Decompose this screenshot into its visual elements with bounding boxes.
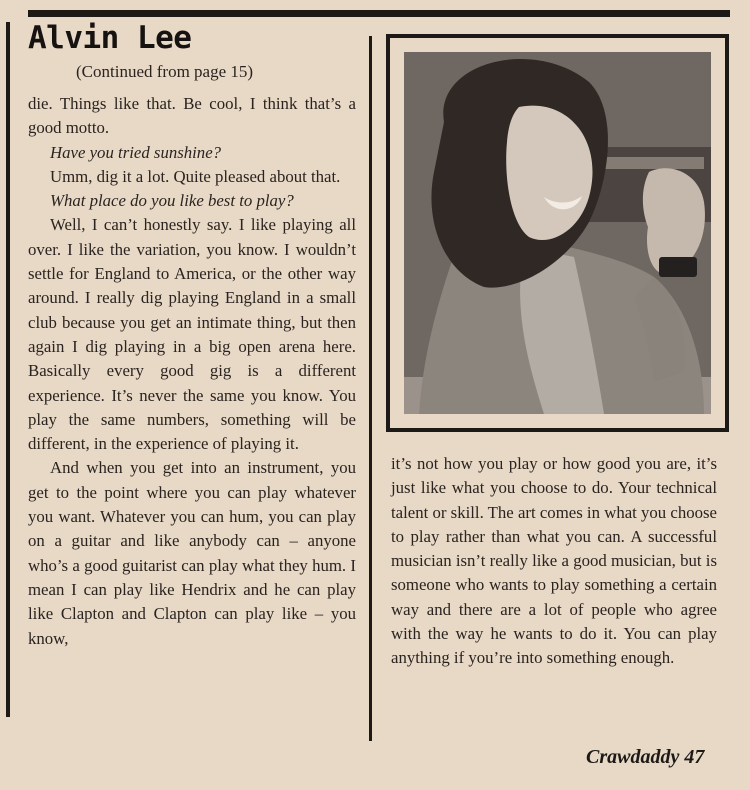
left-column bbox=[28, 92, 356, 651]
column-divider-rule bbox=[369, 36, 372, 741]
interview-answer: Well, I can’t honestly say. I like playing all over. I like the variation, you know. I wouldn’t settle for England to America, or the other way around. I really dig playing England in a small club because you get an intimate thing, but then again I dig playing in a big open arena here. Basically every good gig is a different experience. It’s never the same you know. You play the same numbers, something will be different, in the experience of playing it. bbox=[28, 215, 356, 454]
interview-answer: And when you get into an instrument, you get to the point where you can play whatever you want. Whatever you can hum, you can play on a guitar and like anybody can – anyone who’s a good guitarist can play what they hum. I mean I can play like Hendrix and he can play like Clapton and Clapton can play like – you know, bbox=[28, 458, 356, 648]
interview-question: What place do you like best to play? bbox=[50, 191, 294, 211]
interview-question: Have you tried sunshine? bbox=[50, 142, 222, 162]
page-footer: Crawdaddy 47 bbox=[586, 746, 705, 768]
continued-note: (Continued from page 15) bbox=[76, 62, 254, 81]
top-rule bbox=[28, 10, 730, 17]
interview-answer: Umm, dig it a lot. Quite pleased about that. bbox=[50, 166, 341, 186]
photo-frame bbox=[386, 34, 729, 432]
paragraph-0: die. Things like that. Be cool, I think that’s a good motto. bbox=[28, 94, 356, 138]
left-column-rule bbox=[6, 22, 10, 717]
article-headline: Alvin Lee bbox=[28, 20, 192, 56]
paragraph-continuation: it’s not how you play or how good you are, it’s just like what you choose to do. Your technical talent or skill. The art comes in what you choose to play rather than what you can. A successful musician isn’t really like a good musician, but is someone who wants to play something a certain way and there are a lot of people who agree with the way he wants to do it. You can play anything if you’re into something enough. bbox=[391, 454, 717, 668]
portrait-photo bbox=[404, 52, 711, 414]
right-column bbox=[391, 452, 717, 671]
